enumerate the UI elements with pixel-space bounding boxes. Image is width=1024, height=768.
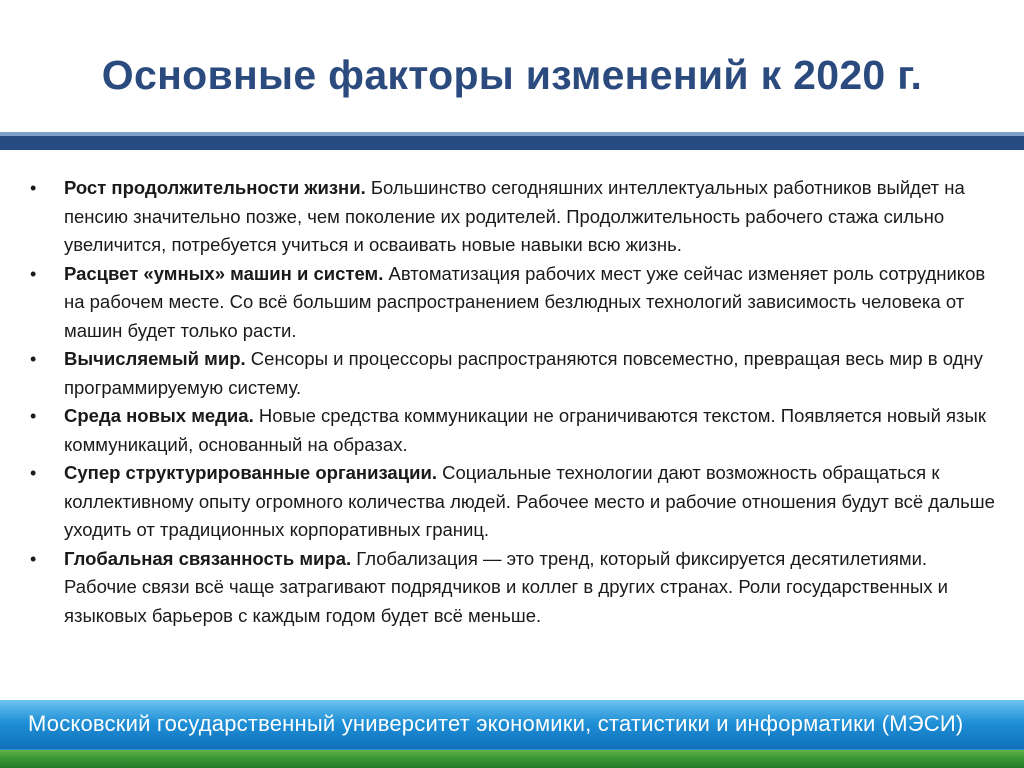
bullet-text: Глобализация — это тренд, который фиксируется десятилетиями. Рабочие связи всё чаще затрагивают подрядчиков и коллег в других странах. Роли государственных и языковых барьеров с каждым годом будет всё меньше. — [64, 547, 948, 626]
bullet-icon: • — [30, 178, 37, 198]
bullet-item — [30, 402, 998, 459]
slide-title: Основные факторы изменений к 2020 г. — [101, 52, 923, 98]
bullet-text: Социальные технологии дают возможность обращаться к коллективному опыту огромного количества людей. Рабочее место и рабочие отношения будут всё дальше уходить от традиционных корпоративных границ. — [64, 462, 995, 540]
bullet-item — [30, 345, 998, 402]
bullet-lead: Среда новых медиа. — [64, 405, 254, 426]
footer-banner — [0, 700, 1024, 750]
bullet-text: Большинство сегодняшних интеллектуальных работников выйдет на пенсию значительно позже, чем поколение их родителей. Продолжительность рабочего стажа сильно увеличится, потребуется учиться и осваивать новые навыки всю жизнь. — [64, 177, 965, 255]
bullet-text: Автоматизация рабочих мест уже сейчас изменяет роль сотрудников на рабочем месте. Со всё большим распространением безлюдных технологий зависимость человека от машин будет только расти. — [64, 262, 986, 341]
bullet-icon: • — [30, 463, 37, 483]
title-rule — [0, 136, 1024, 150]
bullet-lead: Супер структурированные организации. — [64, 462, 437, 483]
bullet-text: Новые средства коммуникации не ограничиваются текстом. Появляется новый язык коммуникаций, основанный на образах. — [64, 405, 986, 455]
bullet-lead: Рост продолжительности жизни. — [64, 177, 366, 198]
bullet-icon: • — [30, 548, 37, 569]
bullet-item — [30, 459, 998, 545]
bullet-item — [30, 174, 998, 260]
footer-university-name: Московский государственный университет экономики, статистики и информатики (МЭСИ) — [28, 711, 964, 736]
bullet-icon: • — [30, 349, 37, 369]
bullet-icon: • — [30, 263, 37, 284]
bullet-icon: • — [30, 406, 37, 426]
bullet-lead: Расцвет «умных» машин и систем. — [64, 262, 384, 284]
bullet-list — [30, 174, 998, 630]
bullet-item — [30, 545, 998, 631]
footer-green-stripe — [0, 750, 1024, 768]
bullet-item — [30, 260, 998, 346]
bullet-text: Сенсоры и процессоры распространяются повсеместно, превращая весь мир в одну программируемую систему. — [64, 348, 983, 398]
bullet-lead: Глобальная связанность мира. — [64, 547, 352, 569]
bullet-lead: Вычисляемый мир. — [64, 348, 246, 369]
